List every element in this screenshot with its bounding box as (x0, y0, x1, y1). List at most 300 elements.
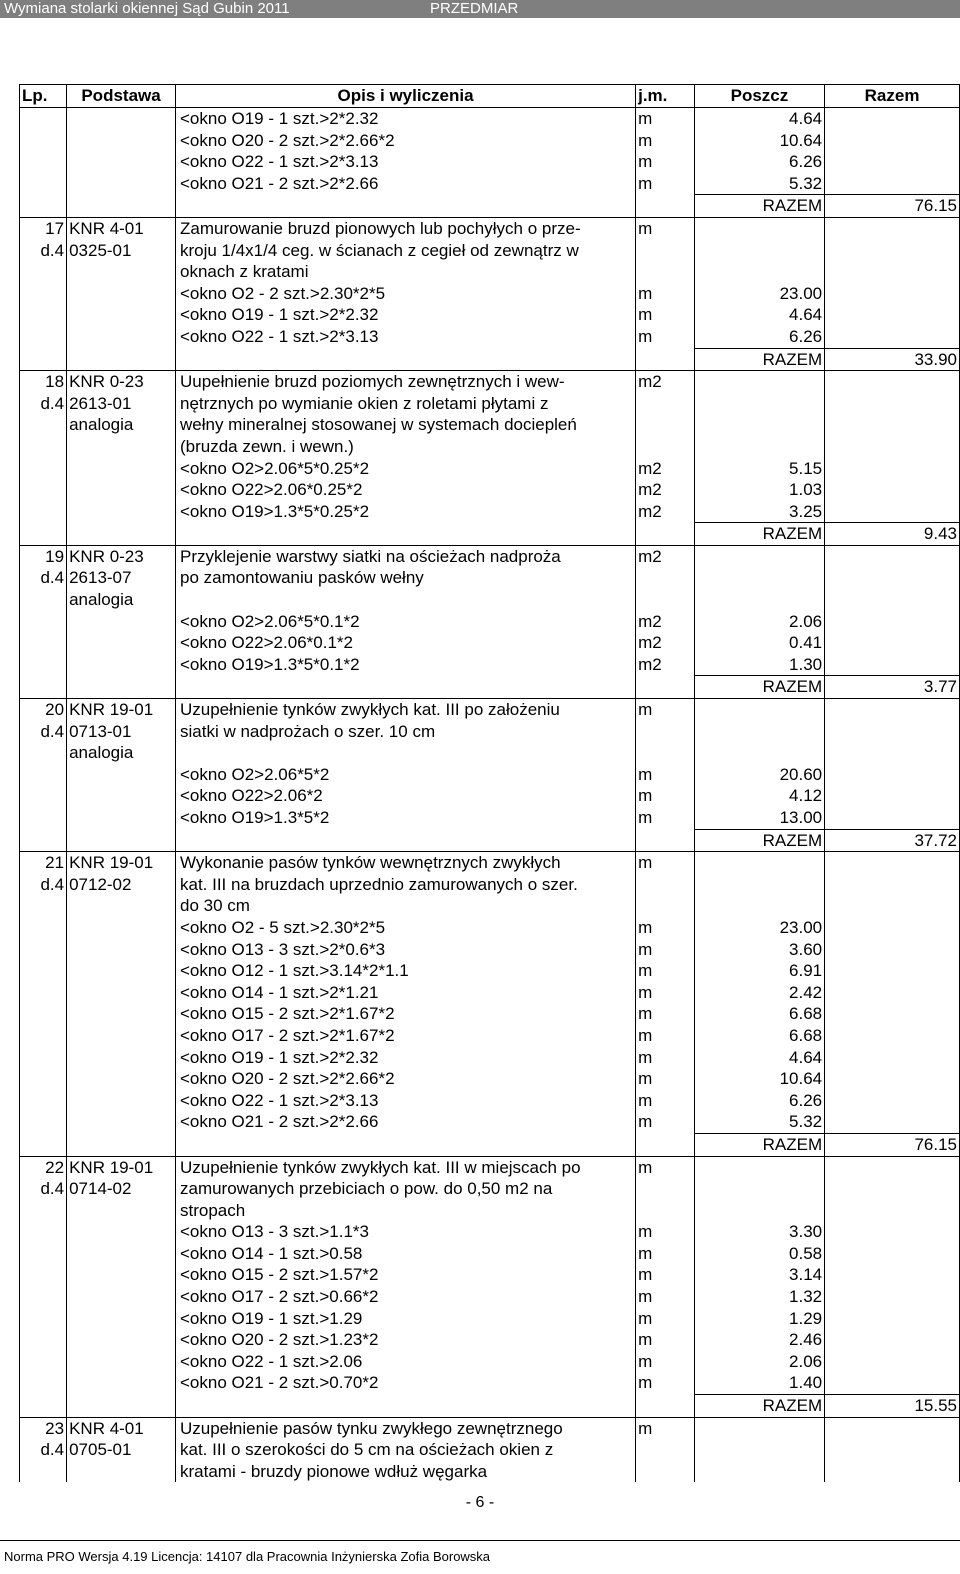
cell-lp (20, 523, 67, 546)
table-row (20, 982, 960, 1004)
table-row (20, 1090, 960, 1112)
cell-podstawa (67, 1461, 176, 1483)
cell-razem (825, 240, 960, 262)
table-row (20, 1111, 960, 1133)
table-row-sum (20, 523, 960, 546)
cell-lp: d.4 (20, 567, 67, 589)
cell-poszcz (694, 436, 824, 458)
cell-lp (20, 589, 67, 611)
cell-razem (825, 1461, 960, 1483)
cell-podstawa: analogia (67, 414, 176, 436)
cell-lp: d.4 (20, 240, 67, 262)
cell-razem (825, 1351, 960, 1373)
cell-jm: m (636, 1156, 695, 1178)
cell-lp (20, 1461, 67, 1483)
cell-lp (20, 982, 67, 1004)
cell-opis: Przyklejenie warstwy siatki na ościeżach nadproża (175, 545, 635, 567)
cell-jm: m (636, 982, 695, 1004)
cell-podstawa (67, 1221, 176, 1243)
cell-podstawa (67, 895, 176, 917)
cell-jm: m2 (636, 371, 695, 393)
cell-podstawa (67, 764, 176, 786)
cell-opis (175, 589, 635, 611)
cell-jm: m2 (636, 458, 695, 480)
cell-opis: <okno O14 - 1 szt.>0.58 (175, 1243, 635, 1265)
cell-podstawa (67, 632, 176, 654)
cell-poszcz: 3.30 (694, 1221, 824, 1243)
cell-poszcz (694, 393, 824, 415)
cell-opis: <okno O22>2.06*2 (175, 785, 635, 807)
cell-razem (825, 960, 960, 982)
cell-razem (825, 1003, 960, 1025)
cell-lp (20, 917, 67, 939)
cell-jm: m (636, 1264, 695, 1286)
cell-poszcz: RAZEM (694, 829, 824, 852)
cell-poszcz: 1.29 (694, 1308, 824, 1330)
cell-razem (825, 852, 960, 874)
cell-razem (825, 436, 960, 458)
cell-opis: <okno O19 - 1 szt.>2*2.32 (175, 1047, 635, 1069)
cell-lp (20, 785, 67, 807)
cell-podstawa (67, 523, 176, 546)
cell-razem (825, 874, 960, 896)
cell-poszcz (694, 1156, 824, 1178)
cell-jm (636, 1461, 695, 1483)
cell-lp: d.4 (20, 1439, 67, 1461)
table-row (20, 742, 960, 764)
cell-razem (825, 807, 960, 829)
cell-poszcz: RAZEM (694, 348, 824, 371)
cell-jm (636, 742, 695, 764)
cell-opis: <okno O22>2.06*0.1*2 (175, 632, 635, 654)
cell-opis: po zamontowaniu pasków wełny (175, 567, 635, 589)
cell-jm (636, 1439, 695, 1461)
table-row (20, 1068, 960, 1090)
cell-opis: Uzupełnienie tynków zwykłych kat. III w miejscach po (175, 1156, 635, 1178)
cell-lp (20, 1025, 67, 1047)
cell-jm: m (636, 1417, 695, 1439)
table-row (20, 1308, 960, 1330)
cell-razem: 37.72 (825, 829, 960, 852)
cell-poszcz (694, 742, 824, 764)
table-row (20, 414, 960, 436)
cell-jm (636, 1395, 695, 1418)
cell-poszcz (694, 1200, 824, 1222)
table-row (20, 283, 960, 305)
cell-podstawa (67, 1351, 176, 1373)
cell-opis: stropach (175, 1200, 635, 1222)
cell-poszcz (694, 261, 824, 283)
cell-podstawa (67, 1025, 176, 1047)
cell-lp: d.4 (20, 874, 67, 896)
cell-lp: 19 (20, 545, 67, 567)
cell-lp: 17 (20, 217, 67, 239)
cell-razem (825, 393, 960, 415)
cell-opis: Uzupełnienie pasów tynku zwykłego zewnętrznego (175, 1417, 635, 1439)
cell-poszcz: 6.68 (694, 1003, 824, 1025)
table-row (20, 785, 960, 807)
cell-poszcz: 3.60 (694, 939, 824, 961)
cell-opis (175, 1133, 635, 1156)
cell-razem (825, 917, 960, 939)
cell-jm (636, 1200, 695, 1222)
cell-opis: <okno O22>2.06*0.25*2 (175, 479, 635, 501)
cell-podstawa (67, 829, 176, 852)
cell-lp (20, 742, 67, 764)
cell-razem (825, 742, 960, 764)
cell-razem (825, 895, 960, 917)
cell-jm (636, 874, 695, 896)
table-row (20, 917, 960, 939)
table-row (20, 436, 960, 458)
cell-lp: 22 (20, 1156, 67, 1178)
cell-jm: m2 (636, 632, 695, 654)
cell-opis: siatki w nadprożach o szer. 10 cm (175, 721, 635, 743)
cell-podstawa (67, 130, 176, 152)
cell-poszcz: RAZEM (694, 1133, 824, 1156)
page-number: - 6 - (465, 1494, 495, 1511)
cell-podstawa (67, 479, 176, 501)
column-header-opis: Opis i wyliczenia (175, 85, 635, 108)
cell-opis: <okno O2>2.06*5*0.25*2 (175, 458, 635, 480)
cell-lp (20, 960, 67, 982)
cell-razem (825, 1156, 960, 1178)
cell-lp (20, 676, 67, 699)
cell-razem (825, 611, 960, 633)
cell-lp (20, 479, 67, 501)
table-row (20, 874, 960, 896)
cell-jm: m (636, 173, 695, 195)
cell-podstawa (67, 108, 176, 130)
column-header-lp: Lp. (20, 85, 67, 108)
cell-lp (20, 1329, 67, 1351)
cell-poszcz (694, 589, 824, 611)
cell-lp: 18 (20, 371, 67, 393)
table-row-sum (20, 676, 960, 699)
cell-opis: <okno O20 - 2 szt.>2*2.66*2 (175, 1068, 635, 1090)
cell-podstawa (67, 1003, 176, 1025)
table-row (20, 1417, 960, 1439)
cell-opis: kat. III na bruzdach uprzednio zamurowanych o szer. (175, 874, 635, 896)
cell-jm: m (636, 699, 695, 721)
cell-razem (825, 1221, 960, 1243)
cell-poszcz (694, 1439, 824, 1461)
table-row-sum (20, 829, 960, 852)
cell-podstawa (67, 326, 176, 348)
document-header (0, 0, 960, 18)
table-row (20, 764, 960, 786)
table-row (20, 501, 960, 523)
cell-opis: <okno O15 - 2 szt.>2*1.67*2 (175, 1003, 635, 1025)
cell-opis (175, 829, 635, 852)
cell-opis: <okno O2>2.06*5*2 (175, 764, 635, 786)
cell-podstawa (67, 1068, 176, 1090)
cell-poszcz: 2.06 (694, 1351, 824, 1373)
cell-poszcz: 6.91 (694, 960, 824, 982)
cell-lp (20, 654, 67, 676)
cell-jm: m (636, 326, 695, 348)
cell-lp (20, 173, 67, 195)
cell-razem (825, 173, 960, 195)
cell-poszcz: 4.64 (694, 304, 824, 326)
cell-jm: m (636, 304, 695, 326)
table-row-sum (20, 1133, 960, 1156)
cell-opis: nętrznych po wymianie okien z roletami płytami z (175, 393, 635, 415)
cell-podstawa (67, 1395, 176, 1418)
cell-poszcz: 3.14 (694, 1264, 824, 1286)
table-header-row (20, 85, 960, 108)
cell-opis: <okno O22 - 1 szt.>2*3.13 (175, 1090, 635, 1112)
cell-lp (20, 108, 67, 130)
cell-razem (825, 217, 960, 239)
cell-razem (825, 283, 960, 305)
cell-razem (825, 785, 960, 807)
cell-jm: m (636, 807, 695, 829)
cell-lp (20, 1221, 67, 1243)
cell-opis: <okno O19 - 1 szt.>2*2.32 (175, 108, 635, 130)
cell-razem (825, 304, 960, 326)
table-row-sum (20, 1395, 960, 1418)
cell-poszcz (694, 852, 824, 874)
cell-jm: m (636, 939, 695, 961)
cell-lp (20, 764, 67, 786)
cell-opis: kat. III o szerokości do 5 cm na ościeżach okien z (175, 1439, 635, 1461)
cell-poszcz: 6.26 (694, 1090, 824, 1112)
table-row (20, 217, 960, 239)
cell-lp (20, 261, 67, 283)
cell-opis: <okno O22 - 1 szt.>2*3.13 (175, 151, 635, 173)
estimate-table (19, 84, 960, 1482)
table-row (20, 1439, 960, 1461)
cell-podstawa (67, 1047, 176, 1069)
cell-lp: d.4 (20, 721, 67, 743)
cell-opis: <okno O2>2.06*5*0.1*2 (175, 611, 635, 633)
cell-poszcz (694, 414, 824, 436)
cell-opis: <okno O14 - 1 szt.>2*1.21 (175, 982, 635, 1004)
table-row (20, 1264, 960, 1286)
cell-podstawa (67, 1243, 176, 1265)
cell-lp (20, 130, 67, 152)
table-row (20, 151, 960, 173)
cell-podstawa: 0712-02 (67, 874, 176, 896)
cell-podstawa: KNR 19-01 (67, 1156, 176, 1178)
cell-podstawa (67, 807, 176, 829)
cell-razem (825, 1200, 960, 1222)
cell-poszcz (694, 217, 824, 239)
table-row (20, 1461, 960, 1483)
cell-jm: m (636, 1221, 695, 1243)
cell-razem (825, 589, 960, 611)
table-row (20, 326, 960, 348)
cell-jm (636, 436, 695, 458)
cell-lp (20, 458, 67, 480)
cell-razem (825, 261, 960, 283)
cell-jm (636, 414, 695, 436)
cell-poszcz: 1.30 (694, 654, 824, 676)
cell-jm: m (636, 1351, 695, 1373)
cell-poszcz: 0.41 (694, 632, 824, 654)
cell-opis: <okno O13 - 3 szt.>1.1*3 (175, 1221, 635, 1243)
cell-opis: <okno O2 - 5 szt.>2.30*2*5 (175, 917, 635, 939)
cell-podstawa (67, 1286, 176, 1308)
table-row-sum (20, 348, 960, 371)
cell-poszcz: 23.00 (694, 283, 824, 305)
table-row (20, 1286, 960, 1308)
table-row (20, 567, 960, 589)
cell-razem (825, 130, 960, 152)
cell-jm: m (636, 1003, 695, 1025)
table-row (20, 1221, 960, 1243)
cell-podstawa (67, 283, 176, 305)
cell-lp (20, 1264, 67, 1286)
cell-opis: oknach z kratami (175, 261, 635, 283)
cell-poszcz: 2.06 (694, 611, 824, 633)
cell-poszcz (694, 240, 824, 262)
table-row (20, 654, 960, 676)
cell-podstawa: KNR 19-01 (67, 852, 176, 874)
cell-razem: 76.15 (825, 195, 960, 218)
cell-jm: m (636, 1308, 695, 1330)
cell-razem (825, 1068, 960, 1090)
cell-razem (825, 545, 960, 567)
cell-poszcz: 6.68 (694, 1025, 824, 1047)
cell-opis: <okno O21 - 2 szt.>2*2.66 (175, 1111, 635, 1133)
cell-lp (20, 195, 67, 218)
cell-poszcz: 4.64 (694, 1047, 824, 1069)
cell-jm: m (636, 1286, 695, 1308)
cell-poszcz (694, 1417, 824, 1439)
cell-poszcz: 6.26 (694, 151, 824, 173)
cell-poszcz: 4.64 (694, 108, 824, 130)
cell-opis: Zamurowanie bruzd pionowych lub pochyłych o prze- (175, 217, 635, 239)
cell-opis: Uzupełnienie tynków zwykłych kat. III po założeniu (175, 699, 635, 721)
cell-jm (636, 676, 695, 699)
cell-jm: m (636, 1068, 695, 1090)
cell-lp (20, 1308, 67, 1330)
document-title: Wymiana stolarki okiennej Sąd Gubin 2011 (4, 0, 290, 17)
cell-poszcz: 1.40 (694, 1372, 824, 1394)
cell-opis (175, 523, 635, 546)
cell-jm: m2 (636, 545, 695, 567)
cell-opis: <okno O20 - 2 szt.>1.23*2 (175, 1329, 635, 1351)
cell-jm (636, 348, 695, 371)
table-row (20, 632, 960, 654)
cell-razem (825, 1111, 960, 1133)
table-row (20, 1329, 960, 1351)
column-header-jm: j.m. (636, 85, 695, 108)
cell-podstawa (67, 261, 176, 283)
cell-lp (20, 1068, 67, 1090)
column-header-poszcz: Poszcz (694, 85, 824, 108)
cell-podstawa (67, 195, 176, 218)
cell-podstawa: 0713-01 (67, 721, 176, 743)
cell-razem (825, 654, 960, 676)
cell-podstawa (67, 1133, 176, 1156)
cell-razem (825, 1025, 960, 1047)
cell-jm (636, 523, 695, 546)
document-section: PRZEDMIAR (430, 0, 519, 17)
cell-razem (825, 501, 960, 523)
cell-lp (20, 895, 67, 917)
table-row (20, 1003, 960, 1025)
cell-razem (825, 939, 960, 961)
cell-opis: <okno O21 - 2 szt.>2*2.66 (175, 173, 635, 195)
cell-opis: <okno O2 - 2 szt.>2.30*2*5 (175, 283, 635, 305)
cell-razem: 15.55 (825, 1395, 960, 1418)
cell-razem: 9.43 (825, 523, 960, 546)
cell-jm: m2 (636, 654, 695, 676)
cell-razem (825, 371, 960, 393)
cell-podstawa: 0705-01 (67, 1439, 176, 1461)
cell-opis: <okno O17 - 2 szt.>0.66*2 (175, 1286, 635, 1308)
cell-razem (825, 1308, 960, 1330)
software-license-note: Norma PRO Wersja 4.19 Licencja: 14107 dla Pracownia Inżynierska Zofia Borowska (4, 1549, 491, 1564)
cell-podstawa (67, 1090, 176, 1112)
cell-lp (20, 436, 67, 458)
cell-jm (636, 895, 695, 917)
cell-razem (825, 479, 960, 501)
cell-poszcz (694, 1461, 824, 1483)
cell-razem (825, 567, 960, 589)
cell-poszcz: 2.46 (694, 1329, 824, 1351)
cell-podstawa (67, 654, 176, 676)
cell-razem (825, 1439, 960, 1461)
cell-jm (636, 261, 695, 283)
cell-podstawa (67, 1329, 176, 1351)
table-row (20, 1200, 960, 1222)
cell-jm (636, 721, 695, 743)
cell-opis: do 30 cm (175, 895, 635, 917)
table-row (20, 852, 960, 874)
cell-opis: <okno O19>1.3*5*0.1*2 (175, 654, 635, 676)
cell-lp (20, 1200, 67, 1222)
cell-podstawa: analogia (67, 742, 176, 764)
cell-poszcz: RAZEM (694, 676, 824, 699)
table-body (20, 108, 960, 1483)
cell-opis (175, 676, 635, 699)
cell-lp: 21 (20, 852, 67, 874)
cell-lp (20, 1395, 67, 1418)
cell-jm (636, 195, 695, 218)
cell-opis: <okno O19>1.3*5*0.25*2 (175, 501, 635, 523)
cell-jm: m (636, 283, 695, 305)
cell-jm (636, 589, 695, 611)
table-row (20, 108, 960, 130)
cell-podstawa: KNR 0-23 (67, 545, 176, 567)
cell-jm (636, 393, 695, 415)
cell-lp: d.4 (20, 1178, 67, 1200)
cell-podstawa: KNR 4-01 (67, 217, 176, 239)
cell-jm: m2 (636, 501, 695, 523)
table-row (20, 371, 960, 393)
cell-podstawa (67, 436, 176, 458)
cell-podstawa: 2613-01 (67, 393, 176, 415)
cell-lp (20, 348, 67, 371)
cell-opis: Uupełnienie bruzd poziomych zewnętrznych i wew- (175, 371, 635, 393)
cell-opis: <okno O19 - 1 szt.>2*2.32 (175, 304, 635, 326)
cell-poszcz: 20.60 (694, 764, 824, 786)
cell-razem (825, 632, 960, 654)
cell-lp (20, 807, 67, 829)
cell-razem: 3.77 (825, 676, 960, 699)
footer-divider (0, 1540, 960, 1541)
cell-razem (825, 1243, 960, 1265)
table-row (20, 611, 960, 633)
table-row (20, 1156, 960, 1178)
cell-poszcz: 5.32 (694, 1111, 824, 1133)
cell-razem (825, 1178, 960, 1200)
cell-poszcz: RAZEM (694, 523, 824, 546)
